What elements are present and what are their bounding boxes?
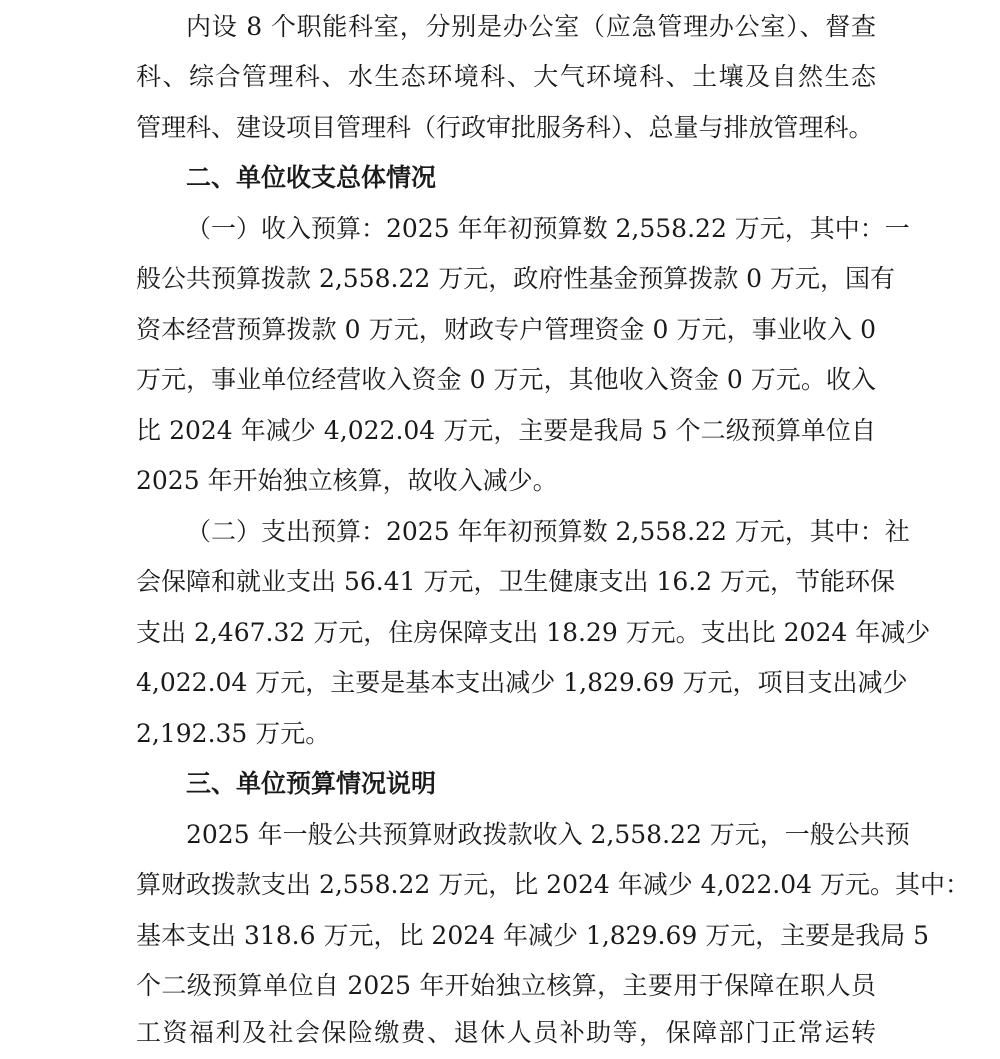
paragraph-line: 万元，事业单位经营收入资金 0 万元，其他收入资金 0 万元。收入 — [136, 365, 876, 394]
paragraph-line: 般公共预算拨款 2,558.22 万元，政府性基金预算拨款 0 万元，国有 — [136, 264, 896, 293]
paragraph-line: 支出 2,467.32 万元，住房保障支出 18.29 万元。支出比 2024 年减少 — [136, 618, 931, 647]
paragraph-line: 2,192.35 万元。 — [136, 719, 331, 748]
paragraph-line: 2025 年开始独立核算，故收入减少。 — [136, 466, 558, 495]
paragraph-line: 工资福利及社会保险缴费、退休人员补助等，保障部门正常运转 — [136, 1018, 876, 1047]
paragraph-line: （二）支出预算：2025 年年初预算数 2,558.22 万元，其中：社 — [186, 517, 910, 546]
paragraph-line: 个二级预算单位自 2025 年开始独立核算，主要用于保障在职人员 — [136, 971, 876, 1000]
paragraph-line: 比 2024 年减少 4,022.04 万元，主要是我局 5 个二级预算单位自 — [136, 416, 876, 445]
paragraph-line: 4,022.04 万元，主要是基本支出减少 1,829.69 万元，项目支出减少 — [136, 668, 908, 697]
paragraph-line: （一）收入预算：2025 年年初预算数 2,558.22 万元，其中：一 — [186, 214, 910, 243]
paragraph-line: 会保障和就业支出 56.41 万元，卫生健康支出 16.2 万元，节能环保 — [136, 567, 896, 596]
paragraph-line: 基本支出 318.6 万元，比 2024 年减少 1,829.69 万元，主要是我局 5 — [136, 921, 930, 950]
paragraph-line: 科、综合管理科、水生态环境科、大气环境科、土壤及自然生态 — [136, 62, 876, 91]
paragraph-line: 2025 年一般公共预算财政拨款收入 2,558.22 万元，一般公共预 — [186, 820, 910, 849]
paragraph-line: 内设 8 个职能科室，分别是办公室（应急管理办公室）、督查 — [186, 12, 876, 41]
paragraph-line: 管理科、建设项目管理科（行政审批服务科）、总量与排放管理科。 — [136, 113, 874, 142]
paragraph-line: 资本经营预算拨款 0 万元，财政专户管理资金 0 万元，事业收入 0 — [136, 315, 876, 344]
paragraph-line: 算财政拨款支出 2,558.22 万元，比 2024 年减少 4,022.04 万元。其中： — [136, 870, 970, 899]
section-heading: 二、单位收支总体情况 — [186, 163, 437, 192]
section-heading: 三、单位预算情况说明 — [186, 769, 437, 798]
